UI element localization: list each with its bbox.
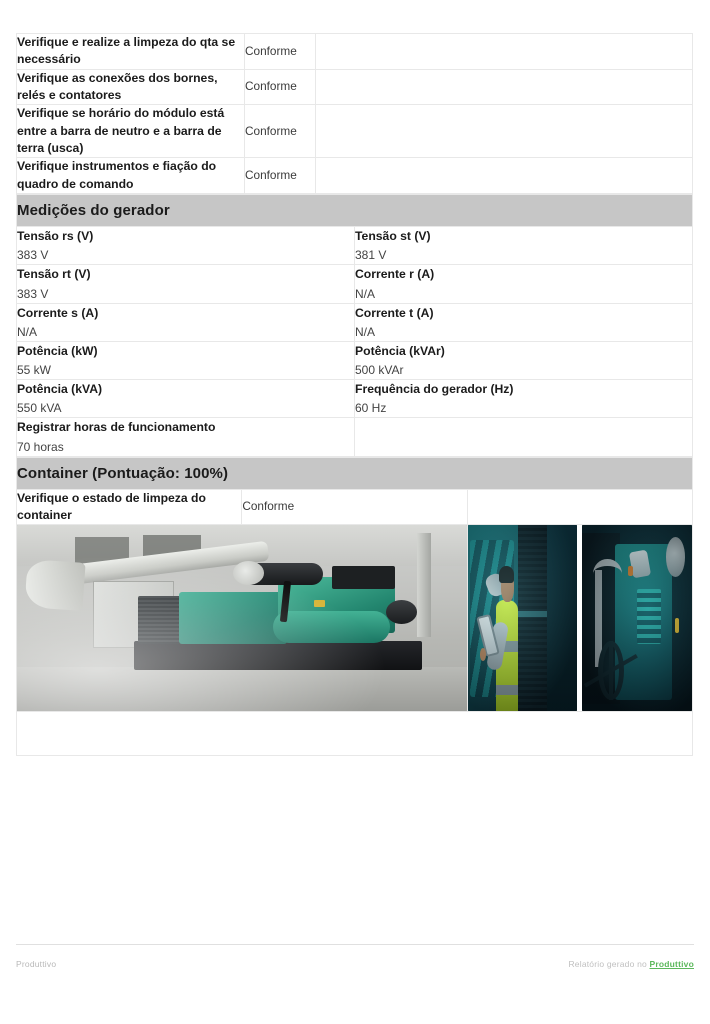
measurement-key: Registrar horas de funcionamento (17, 420, 216, 435)
measurement-key: Corrente s (A) (17, 305, 99, 320)
measurement-key: Corrente r (A) (355, 267, 435, 282)
technician-tablet-photo[interactable] (468, 525, 578, 711)
table-row (17, 158, 693, 194)
table-row (17, 69, 693, 105)
checklist-item-note (316, 158, 693, 194)
checklist-item-status: Conforme (242, 489, 467, 525)
checklist-item-note (316, 69, 693, 105)
measurement-cell (355, 341, 693, 379)
checklist-item-note (316, 34, 693, 70)
checklist-item-label: Verifique instrumentos e fiação do quadro de comando (17, 158, 245, 194)
checklist-item-status: Conforme (245, 105, 316, 158)
measurement-value: N/A (17, 324, 38, 339)
checklist-item-label: Verifique as conexões dos bornes, relés e contatores (17, 69, 245, 105)
table-row (17, 34, 693, 70)
measurement-cell (17, 380, 355, 418)
photo-strip-right (468, 525, 692, 711)
checklist-item-note (316, 105, 693, 158)
measurement-value: N/A (355, 286, 376, 301)
measurement-cell (17, 265, 355, 303)
measurement-cell (17, 418, 355, 456)
section-title-medicoes: Medições do gerador (17, 194, 693, 226)
table-row (17, 341, 693, 379)
checklist-item-label: Verifique o estado de limpeza do container (17, 489, 242, 525)
measurement-key: Corrente t (A) (355, 305, 434, 320)
measurement-value: 383 V (17, 248, 49, 263)
measurement-value: 381 V (355, 248, 387, 263)
measurement-key: Tensão rt (V) (17, 267, 91, 282)
blank-cell (17, 712, 693, 756)
measurement-value: 500 kVAr (355, 363, 404, 378)
checklist-item-status: Conforme (245, 69, 316, 105)
measurement-key: Potência (kW) (17, 343, 98, 358)
checklist-item-status: Conforme (245, 158, 316, 194)
measurement-cell (17, 303, 355, 341)
measurement-cell (355, 380, 693, 418)
table-row (17, 303, 693, 341)
table-row-blank (17, 712, 693, 756)
photo-cell-left (17, 525, 468, 712)
photo-strip-left (17, 525, 467, 711)
generator-room-photo[interactable] (17, 525, 467, 711)
measurement-value: 55 kW (17, 363, 52, 378)
measurement-value: 383 V (17, 286, 49, 301)
report-content (16, 33, 693, 756)
measurement-key: Tensão st (V) (355, 228, 431, 243)
measurement-cell-empty (355, 418, 693, 456)
measurement-key: Potência (kVAr) (355, 343, 445, 358)
measurement-cell (355, 226, 693, 264)
table-row (17, 418, 693, 456)
photo-cell-right (467, 525, 692, 712)
checklist-item-status: Conforme (245, 34, 316, 70)
measurement-cell (355, 303, 693, 341)
measurement-cell (17, 341, 355, 379)
section-header-row (17, 457, 693, 489)
footer-generated-by (568, 959, 694, 969)
table-row (17, 489, 693, 525)
measurement-value: 60 Hz (355, 401, 387, 416)
measurement-cell (355, 265, 693, 303)
checklist-item-label: Verifique se horário do módulo está entre a barra de neutro e a barra de terra (usca) (17, 105, 245, 158)
generator-measurements-table (16, 194, 693, 457)
footer-produttivo-link[interactable]: Produttivo (649, 959, 694, 969)
footer-generated-prefix: Relatório gerado no (568, 959, 650, 969)
generator-rear-photo[interactable] (582, 525, 692, 711)
table-row (17, 380, 693, 418)
container-section-table (16, 457, 693, 757)
measurement-value: 70 horas (17, 439, 64, 454)
checklist-table-continued (16, 33, 693, 194)
table-row (17, 226, 693, 264)
section-title-container: Container (Pontuação: 100%) (17, 457, 693, 489)
footer-brand: Produttivo (16, 959, 57, 969)
table-row (17, 265, 693, 303)
measurement-key: Frequência do gerador (Hz) (355, 382, 514, 397)
photo-row (17, 525, 693, 712)
table-row (17, 105, 693, 158)
section-header-row (17, 194, 693, 226)
measurement-key: Tensão rs (V) (17, 228, 94, 243)
checklist-item-note (467, 489, 692, 525)
measurement-key: Potência (kVA) (17, 382, 103, 397)
measurement-value: N/A (355, 324, 376, 339)
measurement-cell (17, 226, 355, 264)
page-footer (16, 944, 694, 969)
measurement-value: 550 kVA (17, 401, 62, 416)
checklist-item-label: Verifique e realize a limpeza do qta se necessário (17, 34, 245, 70)
